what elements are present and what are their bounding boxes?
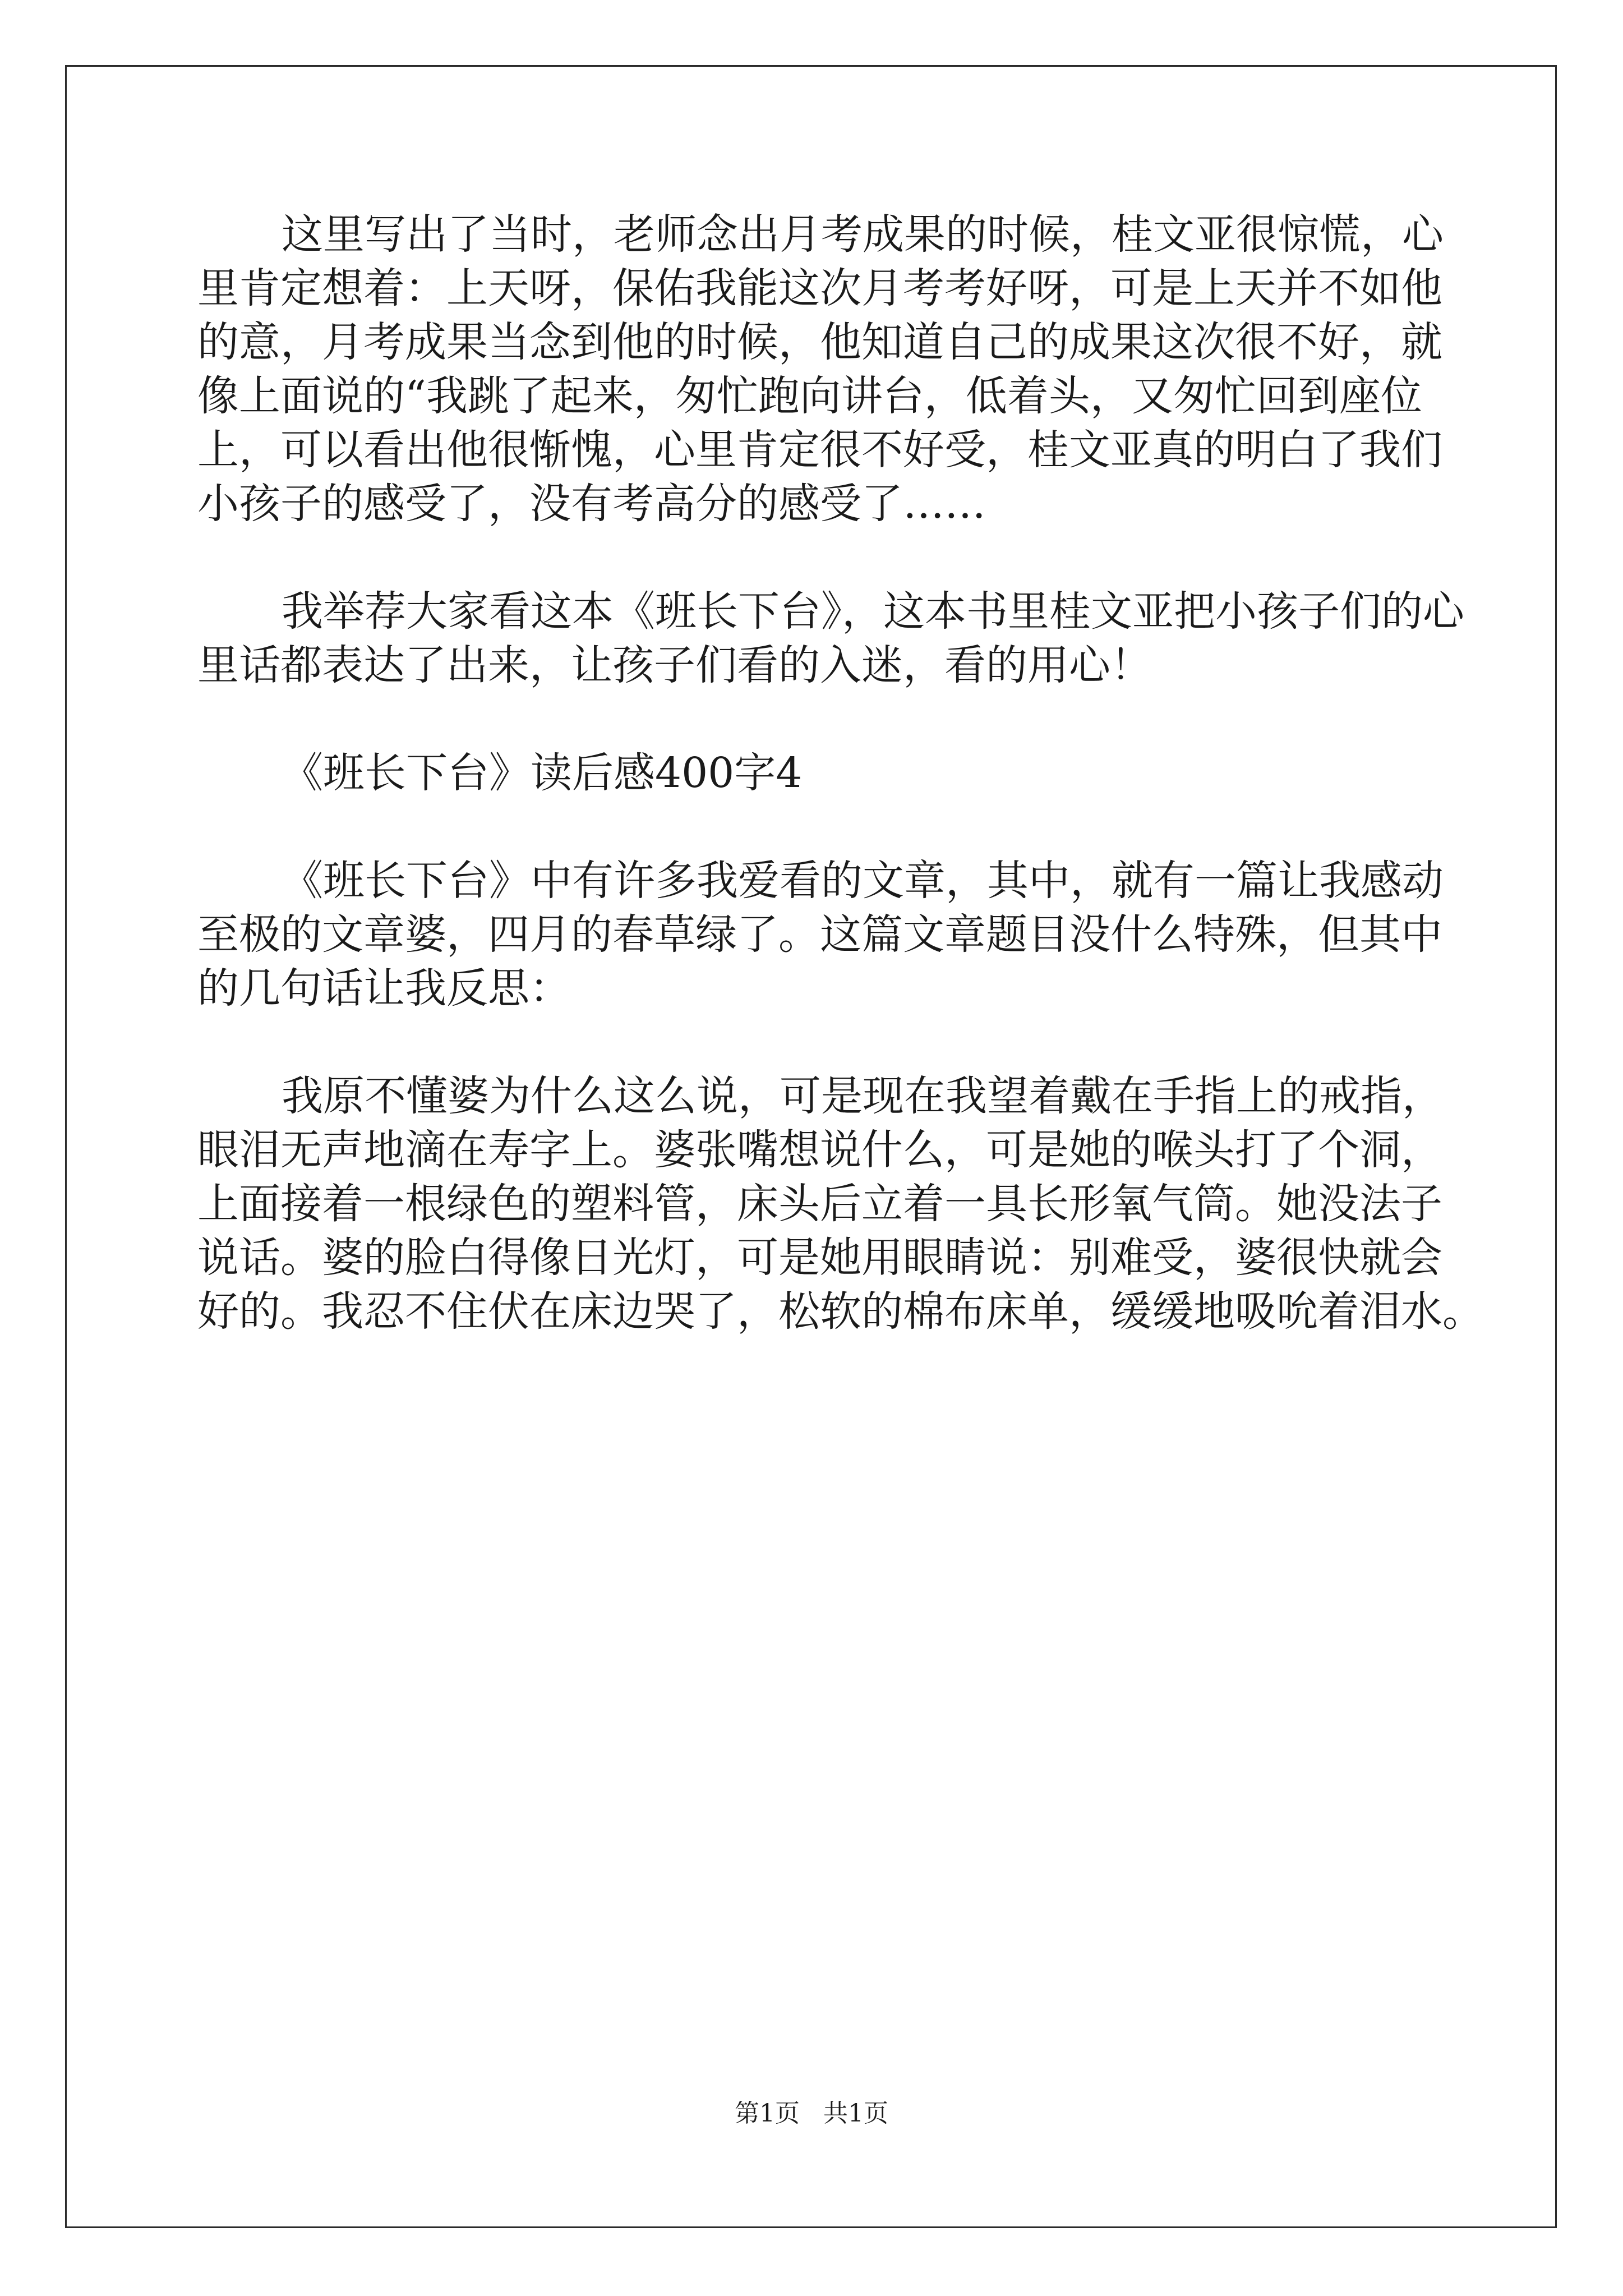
paragraph-line: 里话都表达了出来，让孩子们看的入迷，看的用心！ [197,641,1152,689]
page-total: 共1页 [823,2099,888,2128]
paragraph-gap [197,800,1431,854]
paragraph-line: 这里写出了当时，老师念出月考成果的时候，桂文亚很惊慌，心 [282,210,1444,259]
paragraph-line: 我原不懂婆为什么这么说，可是现在我望着戴在手指上的戒指， [282,1072,1444,1120]
paragraph-2 [197,585,1464,692]
page-footer [0,2098,1623,2129]
page-number: 第1页 [735,2099,800,2128]
paragraph-gap [197,531,1431,585]
paragraph-line: 像上面说的“我跳了起来，匆忙跑向讲台，低着头，又匆忙回到座位 [197,372,1422,420]
document-body [197,208,1484,1338]
paragraph-line: 的意，月考成果当念到他的时候，他知道自己的成果这次很不好，就 [197,318,1442,366]
paragraph-line: 上，可以看出他很惭愧，心里肯定很不好受，桂文亚真的明白了我们 [197,426,1442,474]
paragraph-line: 眼泪无声地滴在寿字上。婆张嘴想说什么，可是她的喉头打了个洞， [197,1126,1442,1174]
section-heading [197,746,1431,800]
paragraph-gap [197,692,1431,746]
paragraph-line: 我举荐大家看这本《班长下台》，这本书里桂文亚把小孩子们的心 [282,587,1464,636]
paragraph-1 [197,208,1444,531]
paragraph-line: 小孩子的感受了，没有考高分的感受了…… [197,480,986,528]
paragraph-line: 至极的文章婆，四月的春草绿了。这篇文章题目没什么特殊，但其中 [197,910,1442,959]
paragraph-line: 《班长下台》中有许多我爱看的文章，其中，就有一篇让我感动 [282,857,1444,905]
paragraph-4 [197,1069,1484,1338]
paragraph-3 [197,854,1444,1015]
paragraph-gap [197,1015,1431,1069]
heading-line: 《班长下台》读后感400字4 [282,749,803,797]
paragraph-line: 说话。婆的脸白得像日光灯，可是她用眼睛说：别难受，婆很快就会 [197,1234,1442,1282]
paragraph-line: 上面接着一根绿色的塑料管，床头后立着一具长形氧气筒。她没法子 [197,1180,1442,1228]
paragraph-line: 好的。我忍不住伏在床边哭了，松软的棉布床单，缓缓地吸吮着泪水。 [197,1287,1484,1336]
paragraph-line: 里肯定想着：上天呀，保佑我能这次月考考好呀，可是上天并不如他 [197,264,1442,312]
paragraph-line: 的几句话让我反思： [197,964,571,1013]
